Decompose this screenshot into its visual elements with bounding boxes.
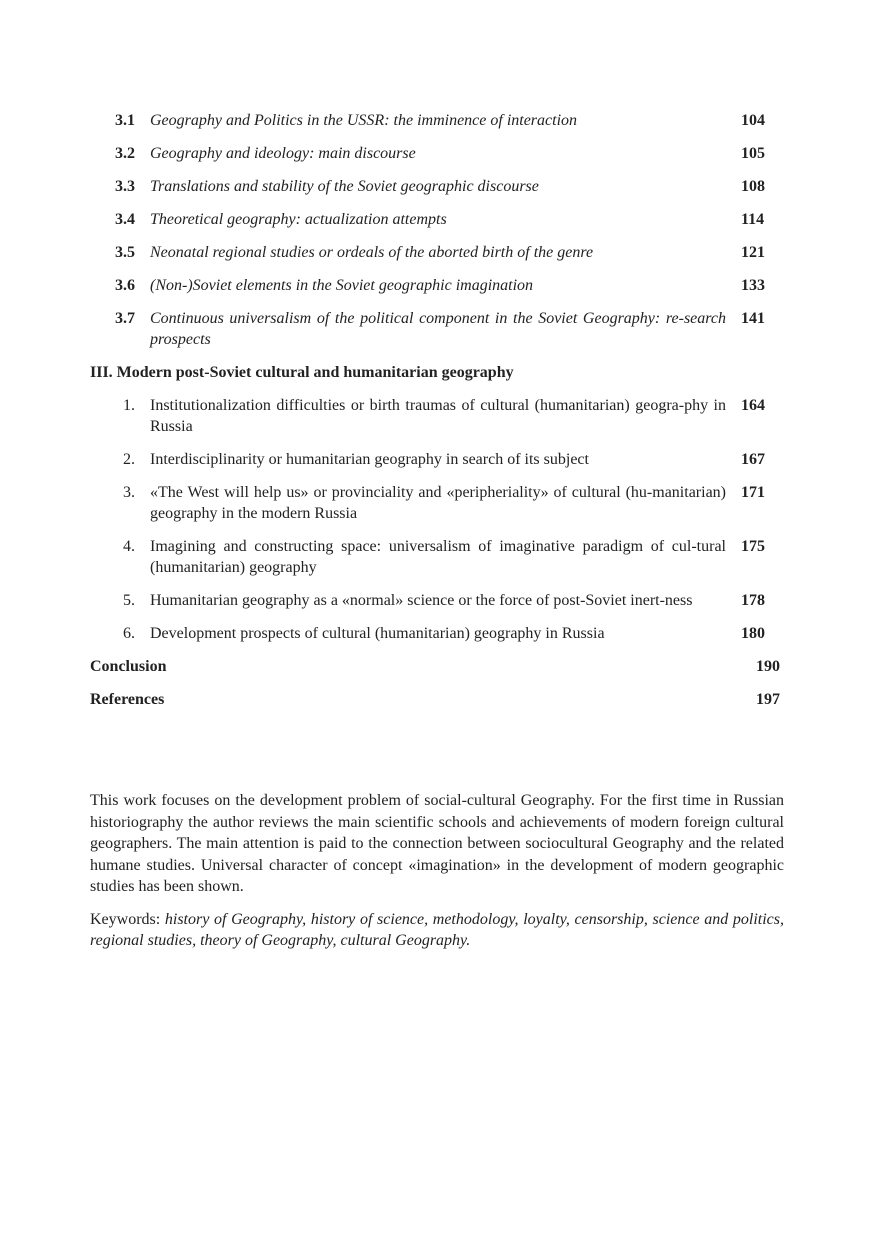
toc-entry: [90, 482, 784, 524]
toc-entry: [90, 275, 784, 296]
toc-title: Theoretical geography: actualization attempts: [150, 211, 447, 228]
toc-number: 4.: [123, 538, 135, 555]
toc-number: 3.5: [115, 244, 135, 261]
toc-number: 3.3: [115, 178, 135, 195]
table-of-contents: [90, 110, 784, 722]
toc-title: (Non-)Soviet elements in the Soviet geographic imagination: [150, 277, 534, 294]
toc-title: Conclusion: [90, 658, 167, 675]
toc-title: Humanitarian geography as a «normal» science or the force of post-Soviet inert-ness: [150, 592, 693, 609]
toc-entry: [90, 242, 784, 263]
toc-page: 190: [756, 658, 780, 675]
toc-title: References: [90, 691, 165, 708]
toc-number: 3.4: [115, 211, 135, 228]
toc-references: [90, 689, 784, 710]
toc-entry: [90, 176, 784, 197]
toc-title: Neonatal regional studies or ordeals of the aborted birth of the genre: [150, 244, 594, 261]
toc-number: 6.: [123, 625, 135, 642]
toc-number: 3.2: [115, 145, 135, 162]
toc-page: 114: [741, 211, 765, 228]
toc-page: 141: [741, 310, 765, 327]
toc-page: 175: [741, 538, 765, 555]
toc-entry: [90, 590, 784, 611]
toc-page: 180: [741, 625, 765, 642]
toc-entry: [90, 308, 784, 350]
toc-number: 3.6: [115, 277, 135, 294]
toc-page: 104: [741, 112, 765, 129]
toc-title: Imagining and constructing space: universalism of imaginative paradigm of cul-tural (humanitarian) geography: [150, 538, 726, 576]
abstract-text: This work focuses on the development problem of social-cultural Geography. For the first time in Russian historiography the author reviews the main scientific schools and achievements of modern foreign cultural geographers. The main attention is paid to the connection between sociocultural Geography and the related humane studies. Universal character of concept «imagination» in the development of modern geographic studies has been shown.: [90, 792, 784, 895]
toc-title: Continuous universalism of the political component in the Soviet Geography: re-search prospects: [150, 310, 726, 348]
toc-entry: [90, 449, 784, 470]
toc-page: 178: [741, 592, 765, 609]
toc-title: Translations and stability of the Soviet geographic discourse: [150, 178, 539, 195]
toc-number: 1.: [123, 397, 135, 414]
toc-entry: [90, 536, 784, 578]
toc-entry: [90, 209, 784, 230]
toc-entry: [90, 143, 784, 164]
toc-page: 133: [741, 277, 765, 294]
keywords-list: history of Geography, history of science, methodology, loyalty, censorship, science and politics, regional studies, theory of Geography, cultural Geography.: [90, 910, 784, 949]
toc-title: Interdisciplinarity or humanitarian geography in search of its subject: [150, 451, 589, 468]
abstract: [90, 790, 784, 963]
toc-entry: [90, 623, 784, 644]
toc-page: 197: [756, 691, 780, 708]
toc-number: 3.: [123, 484, 135, 501]
toc-number: 3.1: [115, 112, 135, 129]
toc-page: 121: [741, 244, 765, 261]
toc-entry: [90, 395, 784, 437]
toc-title: Geography and ideology: main discourse: [150, 145, 416, 162]
toc-page: 167: [741, 451, 765, 468]
toc-number: 5.: [123, 592, 135, 609]
toc-part-heading: III. Modern post-Soviet cultural and humanitarian geography: [90, 364, 514, 381]
toc-page: 171: [741, 484, 765, 501]
toc-page: 105: [741, 145, 765, 162]
toc-number: 3.7: [115, 310, 135, 327]
toc-page: 164: [741, 397, 765, 414]
keywords-label: Keywords:: [90, 910, 165, 928]
toc-entry: [90, 110, 784, 131]
toc-number: 2.: [123, 451, 135, 468]
toc-title: «The West will help us» or provinciality and «peripheriality» of cultural (hu-manitarian) geography in the modern Russia: [150, 484, 726, 522]
toc-title: Geography and Politics in the USSR: the imminence of interaction: [150, 112, 578, 129]
toc-page: 108: [741, 178, 765, 195]
toc-conclusion: [90, 656, 784, 677]
keywords: [90, 909, 784, 952]
toc-title: Institutionalization difficulties or birth traumas of cultural (humanitarian) geogra-phy in Russia: [150, 397, 726, 435]
toc-title: Development prospects of cultural (humanitarian) geography in Russia: [150, 625, 605, 642]
